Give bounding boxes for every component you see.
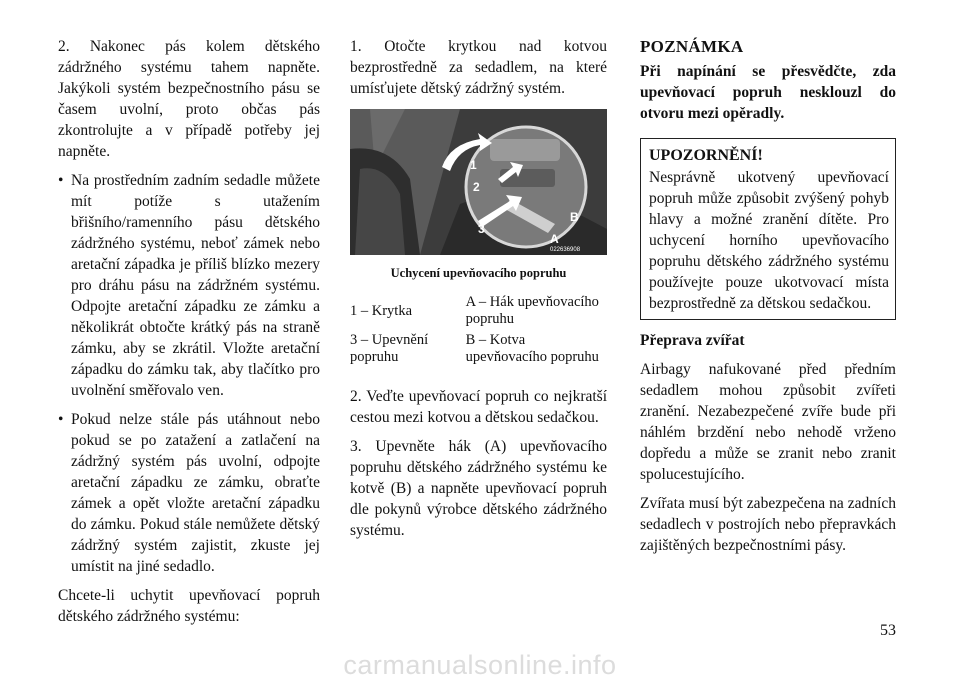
label-2: 2 [473, 180, 480, 194]
figure-caption: Uchycení upevňovacího popruhu [390, 266, 567, 280]
watermark: carmanualsonline.info [343, 650, 617, 680]
bullet-symbol: • [58, 172, 64, 189]
bullet-list [58, 170, 320, 577]
warning-box [640, 138, 896, 320]
right-column [640, 36, 896, 564]
bullet-item [58, 409, 320, 577]
warning-text: Nesprávně ukotvený upevňovací popruh může způsobit zvýšený pohyb hlavy a možné zranění dítěte. Pro uchycení horního upevňovacího popruhu dětského zádržného systému používejte pouze ukotvovací místa bezprostředně za dětskou sedačkou. [649, 169, 889, 312]
bullet-text: Pokud nelze stále pás utáhnout nebo pokud se po zatažení a zatlačení na zádržný systém pás uvolní, odpojte aretační západku ze zámku, obraťte zámek a opět vložte aretační západku do zámku. Pokud stále nemůžete dětský zádržný systém zajistit, zkuste jej umístit na jiné sedadlo. [71, 411, 320, 575]
figure-code: 022636908 [550, 247, 581, 253]
pets-paragraph-1: Airbagy nafukované před předním sedadlem mohou způsobit zvířeti zranění. Nezabezpečené zvíře bude při náhlém brzdění nebo nehodě vrženo dopředu a může se zranit nebo zranit spolucestujícího. [640, 361, 896, 483]
bullet-text: Na prostředním zadním sedadle můžete mít potíže s utažením břišního/ramenního pásu dětského zádržného systému, neboť zámek nebo aretační západka je příliš blízko mezery pro dráhu pásu na zádržném systému. Odpojte aretační západku ze zámku a několikrát obtočte krátký pás na straně zámku, aby se zkrátil. Vložte aretační západku do zámku tak, aby tlačítko pro uvolnění směřovalo ven. [71, 172, 320, 399]
outro-paragraph: Chcete-li uchytit upevňovací popruh dětského zádržného systému: [58, 587, 320, 625]
tether-anchor-illustration [350, 109, 607, 255]
legend-item: A – Hák upevňovacího popruhu [465, 294, 599, 327]
warning-title: UPOZORNĚNÍ! [649, 147, 763, 164]
note-heading: POZNÁMKA [640, 37, 744, 56]
left-column [58, 36, 320, 635]
bullet-symbol: • [58, 411, 64, 428]
pets-paragraph-2: Zvířata musí být zabezpečena na zadních sedadlech v postrojích nebo přepravkách zajištěných bezpečnostními pásy. [640, 495, 896, 554]
step-1: 1. Otočte krytkou nad kotvou bezprostředně za sedadlem, na které umísťujete dětský zádržný systém. [350, 38, 607, 97]
note-text: Při napínání se přesvědčte, zda upevňovací popruh nesklouzl do otvoru mezi opěradly. [640, 63, 896, 122]
step-2: 2. Veďte upevňovací popruh co nejkratší cestou mezi kotvou a dětskou sedačkou. [350, 388, 607, 426]
step-3: 3. Upevněte hák (A) upevňovacího popruhu dětského zádržného systému ke kotvě (B) a napněte upevňovací popruh dle pokynů výrobce dětského zádržného systému. [350, 438, 607, 539]
page-number: 53 [880, 622, 896, 639]
anchor-cover [490, 139, 560, 161]
label-3: 3 [478, 222, 485, 236]
label-a: A [550, 232, 559, 246]
legend-item: B – Kotva upevňovacího popruhu [465, 332, 599, 365]
legend-row [350, 294, 607, 332]
intro-paragraph: 2. Nakonec pás kolem dětského zádržného systému tahem napněte. Jakýkoli systém bezpečnostního pásu se časem uvolní, proto občas pás zkontrolujte a v případě potřeby jej napněte. [58, 38, 320, 160]
figure-legend [350, 294, 607, 370]
legend-item: 1 – Krytka [350, 302, 413, 319]
legend-item: 3 – Upevnění popruhu [350, 332, 429, 365]
label-b: B [570, 210, 579, 224]
label-1: 1 [470, 158, 477, 172]
legend-row [350, 332, 607, 370]
bullet-item [58, 170, 320, 401]
illustration-svg [350, 109, 607, 255]
pets-heading: Přeprava zvířat [640, 332, 745, 349]
middle-column [350, 36, 607, 549]
